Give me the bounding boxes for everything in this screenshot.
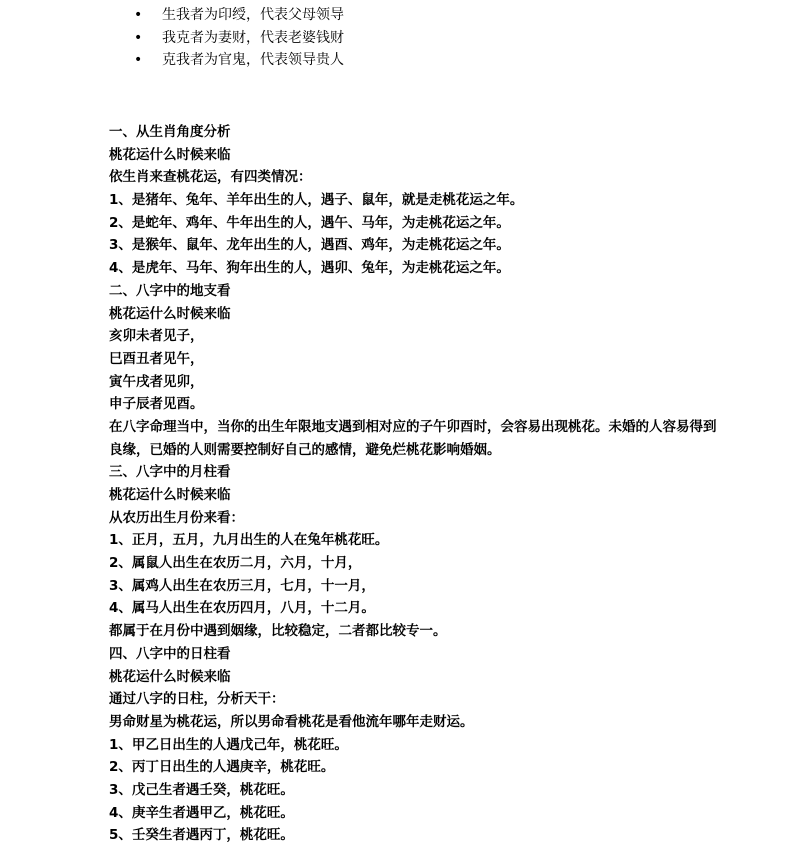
bullet-item: • 生我者为印绶，代表父母领导: [134, 4, 344, 27]
bullet-item: • 我克者为妻财，代表老婆钱财: [134, 27, 344, 50]
article-body: [109, 121, 729, 847]
subheading: 桃花运什么时候来临: [109, 487, 231, 504]
text-line: 申子辰者见酉。: [109, 396, 204, 413]
list-item: 2、丙丁日出生的人遇庚辛，桃花旺。: [109, 759, 335, 776]
text-line: 寅午戌者见卯，: [109, 373, 204, 390]
text-line: 都属于在月份中遇到姻缘，比较稳定，二者都比较专一。: [109, 623, 447, 640]
bullet-item: • 克我者为官鬼，代表领导贵人: [134, 49, 344, 72]
subheading: 桃花运什么时候来临: [109, 668, 231, 685]
list-item: 2、属鼠人出生在农历二月，六月，十月，: [109, 555, 362, 572]
text-line: 从农历出生月份来看：: [109, 509, 244, 526]
list-item: 5、壬癸生者遇丙丁，桃花旺。: [109, 827, 294, 844]
section-heading: 二、八字中的地支看: [109, 282, 231, 299]
text-line: 依生肖来查桃花运，有四类情况：: [109, 169, 312, 186]
text-line: 通过八字的日柱，分析天干：: [109, 691, 285, 708]
list-item: 3、属鸡人出生在农历三月，七月，十一月，: [109, 577, 375, 594]
subheading: 桃花运什么时候来临: [109, 305, 231, 322]
list-item: 1、是猪年、兔年、羊年出生的人，遇子、鼠年，就是走桃花运之年。: [109, 192, 524, 209]
list-item: 2、是蛇年、鸡年、牛年出生的人，遇午、马年，为走桃花运之年。: [109, 214, 510, 231]
subheading: 桃花运什么时候来临: [109, 146, 231, 163]
list-item: 4、是虎年、马年、狗年出生的人，遇卯、兔年，为走桃花运之年。: [109, 260, 510, 277]
list-item: 1、甲乙日出生的人遇戊己年，桃花旺。: [109, 736, 348, 753]
text-line: 亥卯未者见子，: [109, 328, 204, 345]
bullet-dot-icon: •: [134, 29, 143, 46]
list-item: 1、正月，五月，九月出生的人在兔年桃花旺。: [109, 532, 389, 549]
section-heading: 四、八字中的日柱看: [109, 645, 231, 662]
list-item: 3、是猴年、鼠年、龙年出生的人，遇酉、鸡年，为走桃花运之年。: [109, 237, 510, 254]
section-heading: 三、八字中的月柱看: [109, 464, 231, 481]
bullet-dot-icon: •: [134, 7, 143, 23]
list-item: 3、戊己生者遇壬癸，桃花旺。: [109, 781, 294, 798]
text-line: 巳酉丑者见午，: [109, 350, 204, 367]
paragraph: 在八字命理当中，当你的出生年限地支遇到相对应的子午卯酉时，会容易出现桃花。未婚的人容易得到良缘，已婚的人则需要控制好自己的感情，避免烂桃花影响婚姻。: [109, 418, 717, 458]
bullet-dot-icon: •: [134, 52, 143, 69]
list-item: 4、庚辛生者遇甲乙，桃花旺。: [109, 804, 294, 821]
bullet-list: [134, 4, 344, 72]
section-heading: 一、从生肖角度分析: [109, 124, 231, 140]
text-line: 男命财星为桃花运，所以男命看桃花是看他流年哪年走财运。: [109, 713, 474, 730]
list-item: 4、属马人出生在农历四月，八月，十二月。: [109, 600, 375, 617]
